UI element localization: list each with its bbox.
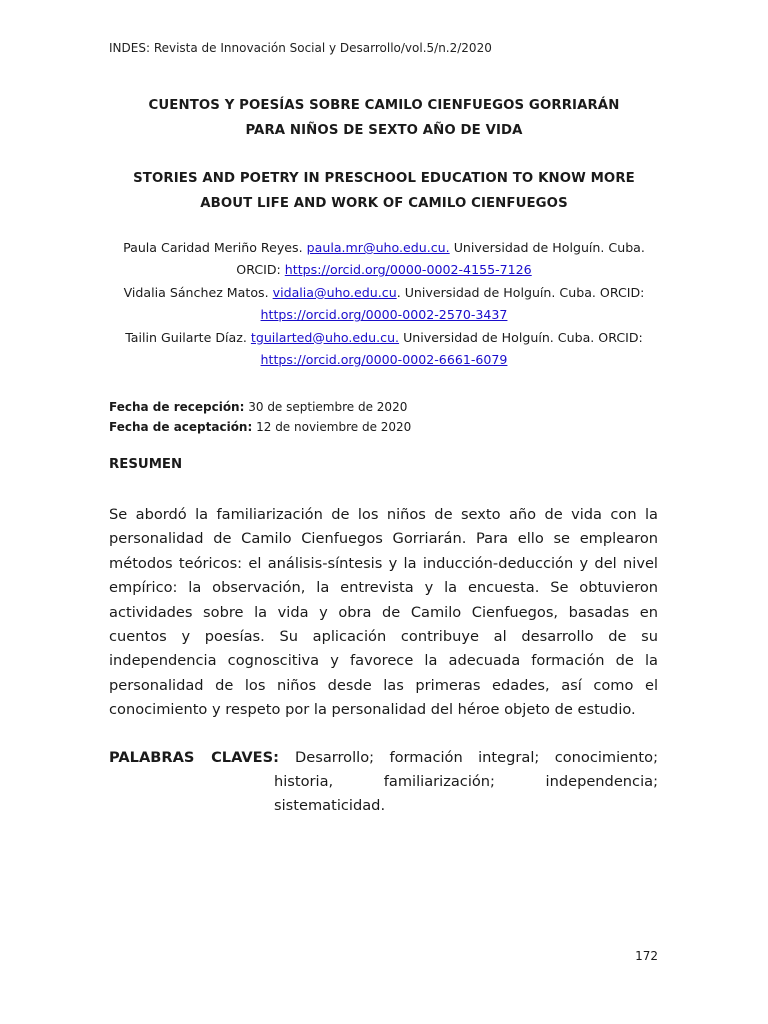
journal-header: INDES: Revista de Innovación Social y Desarrollo/vol.5/n.2/2020 [109,41,492,55]
abstract-text: Se abordó la familiarización de los niños de sexto año de vida con la personalidad de Camilo Cienfuegos Gorriarán. Para ello se emplearon métodos teóricos: el análisis-síntesis y la inducción-deducción y del nivel empírico: la observación, la entrevista y la encuesta. Se obtuvieron actividades sobre la vida y obra de Camilo Cienfuegos, basadas en cuentos y poesías. Su aplicación contribuye al desarrollo de su independencia cognoscitiva y favorece la adecuada formación de la personalidad de los niños desde las primeras edades, así como el conocimiento y respeto por la personalidad del héroe objeto de estudio. [109,506,658,719]
author-affiliation: Universidad de Holguín. Cuba. ORCID: [403,329,643,345]
author-name: Vidalia Sánchez Matos. [123,284,269,300]
author-1-orcid [100,259,668,281]
orcid-link[interactable]: https://orcid.org/0000-0002-6661-6079 [260,352,508,368]
title-english [100,166,668,216]
keywords-line-1 [109,746,658,770]
title-english-line-1: STORIES AND POETRY IN PRESCHOOL EDUCATION TO KNOW MORE [133,171,635,186]
orcid-label: ORCID: [236,262,281,278]
author-affiliation: . Universidad de Holguín. Cuba. ORCID: [396,284,645,300]
page-number: 172 [635,949,658,963]
keywords-line-3: sistematicidad. [274,797,386,815]
title-spanish [100,93,668,143]
dates-block [109,397,411,437]
author-2-orcid [100,304,668,326]
author-2 [100,282,668,304]
accepted-label: Fecha de aceptación: [109,420,253,434]
orcid-link[interactable]: https://orcid.org/0000-0002-4155-7126 [284,262,532,278]
keywords-line-1-text: Desarrollo; formación integral; conocimiento; [295,749,658,766]
author-1 [100,237,668,259]
author-name: Tailin Guilarte Díaz. [125,329,247,345]
received-date [109,397,411,417]
title-spanish-line-2: PARA NIÑOS DE SEXTO AÑO DE VIDA [245,123,523,138]
abstract-heading: RESUMEN [109,457,183,472]
keywords-label: PALABRAS CLAVES: [109,749,279,766]
orcid-link[interactable]: https://orcid.org/0000-0002-2570-3437 [260,307,508,323]
author-name: Paula Caridad Meriño Reyes. [123,240,303,255]
received-value: 30 de septiembre de 2020 [248,400,408,414]
author-email-link[interactable]: paula.mr@uho.edu.cu. [306,240,450,255]
received-label: Fecha de recepción: [109,400,245,414]
author-3 [100,327,668,349]
accepted-date [109,417,411,437]
accepted-value: 12 de noviembre de 2020 [256,420,412,434]
title-spanish-line-1: CUENTOS Y POESÍAS SOBRE CAMILO CIENFUEGOS GORRIARÁN [148,98,620,113]
keywords-line-2: historia, familiarización; independencia; [274,773,658,790]
title-english-line-2: ABOUT LIFE AND WORK OF CAMILO CIENFUEGOS [200,196,568,211]
author-email-link[interactable]: tguilarted@uho.edu.cu. [250,329,400,345]
author-3-orcid [100,349,668,371]
author-list [100,237,668,371]
author-email-link[interactable]: vidalia@uho.edu.cu [272,284,397,300]
author-affiliation: Universidad de Holguín. Cuba. [453,240,645,255]
keywords-continuation [274,770,658,819]
